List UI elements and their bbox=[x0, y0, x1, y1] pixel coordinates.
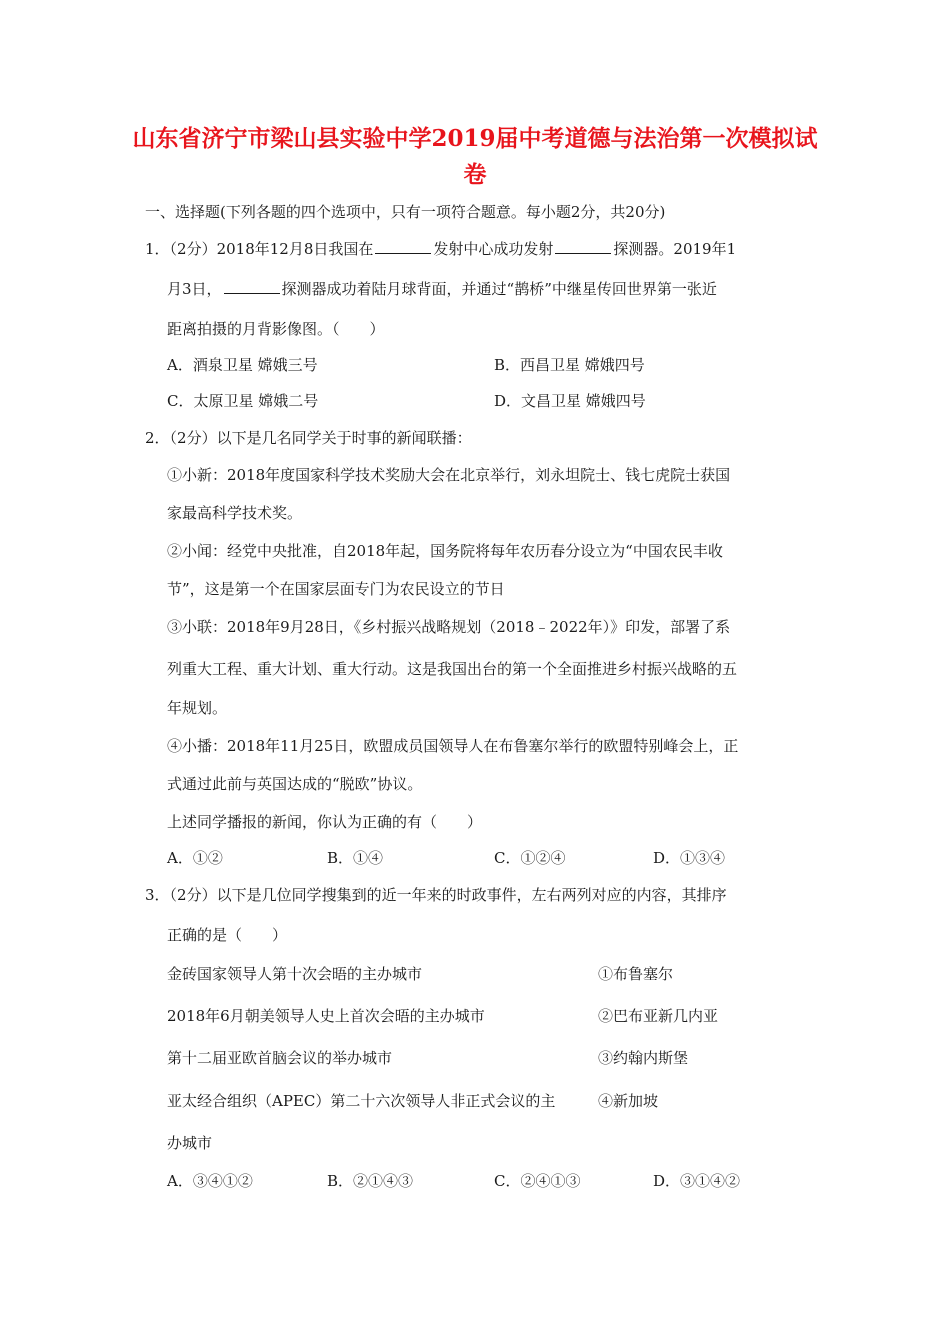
q3-left-item: 金砖国家领导人第十次会晤的主办城市 bbox=[167, 965, 423, 983]
q2-line: ③小联：2018年9月28日，《乡村振兴战略规划（2018﹣2022年）》印发，部署了系 bbox=[167, 618, 731, 636]
q1-text-b: 发射中心成功发射 bbox=[433, 240, 554, 258]
q1-text-d: 月3日， bbox=[167, 280, 222, 298]
q3-right-item: ④新加坡 bbox=[598, 1092, 659, 1110]
q1-text-a: 1．（2分）2018年12月8日我国在 bbox=[145, 240, 374, 258]
q3-stem-line1: 3．（2分）以下是几位同学搜集到的近一年来的时政事件，左右两列对应的内容，其排序 bbox=[145, 886, 727, 904]
q1-text-e: 探测器成功着陆月球背面，并通过“鹊桥”中继星传回世界第一张近 bbox=[281, 280, 717, 298]
q3-right-item: ③约翰内斯堡 bbox=[598, 1049, 689, 1067]
q3-option-a: A．③④①② bbox=[167, 1172, 253, 1190]
q2-line: 年规划。 bbox=[167, 699, 228, 717]
q2-option-c: C．①②④ bbox=[494, 849, 566, 867]
q2-line: 式通过此前与英国达成的“脱欧”协议。 bbox=[167, 775, 423, 793]
q3-option-b: B．②①④③ bbox=[327, 1172, 414, 1190]
q1-option-c: C．太原卫星 嫦娥二号 bbox=[167, 392, 319, 410]
q2-option-a: A．①② bbox=[167, 849, 223, 867]
q1-option-d: D．文昌卫星 嫦娥四号 bbox=[494, 392, 646, 410]
q2-line: 列重大工程、重大计划、重大行动。这是我国出台的第一个全面推进乡村振兴战略的五 bbox=[167, 660, 738, 678]
q2-option-b: B．①④ bbox=[327, 849, 384, 867]
q1-blank-3 bbox=[224, 279, 280, 294]
q3-right-item: ②巴布亚新几内亚 bbox=[598, 1007, 719, 1025]
q1-text-c: 探测器。2019年1 bbox=[613, 240, 737, 258]
q2-stem: 2．（2分）以下是几名同学关于时事的新闻联播： bbox=[145, 429, 472, 447]
q3-left-item: 2018年6月朝美领导人史上首次会晤的主办城市 bbox=[167, 1007, 485, 1025]
q3-left-item: 办城市 bbox=[167, 1134, 213, 1152]
q2-line: ①小新：2018年度国家科学技术奖励大会在北京举行，刘永坦院士、钱七虎院士获国 bbox=[167, 466, 731, 484]
doc-title-line1: 山东省济宁市梁山县实验中学2019届中考道德与法治第一次模拟试 bbox=[132, 125, 818, 152]
q2-option-d: D．①③④ bbox=[653, 849, 726, 867]
q1-option-a: A．酒泉卫星 嫦娥三号 bbox=[167, 356, 318, 374]
q2-line: ④小播：2018年11月25日，欧盟成员国领导人在布鲁塞尔举行的欧盟特别峰会上，正 bbox=[167, 737, 739, 755]
q1-line3: 距离拍摄的月背影像图。（ ） bbox=[167, 320, 385, 338]
section-heading: 一、选择题(下列各题的四个选项中，只有一项符合题意。每小题2分，共20分) bbox=[145, 203, 666, 221]
q3-left-item: 第十二届亚欧首脑会议的举办城市 bbox=[167, 1049, 393, 1067]
q1-blank-1 bbox=[375, 239, 431, 254]
q2-line: 节”，这是第一个在国家层面专门为农民设立的节日 bbox=[167, 580, 505, 598]
q2-line: ②小闻：经党中央批准，自2018年起，国务院将每年农历春分设立为“中国农民丰收 bbox=[167, 542, 723, 560]
q1-line1 bbox=[145, 239, 736, 259]
q3-right-item: ①布鲁塞尔 bbox=[598, 965, 674, 983]
q1-option-b: B．西昌卫星 嫦娥四号 bbox=[494, 356, 645, 374]
q2-line: 家最高科学技术奖。 bbox=[167, 504, 303, 522]
q1-blank-2 bbox=[555, 239, 611, 254]
q3-left-item: 亚太经合组织（APEC）第二十六次领导人非正式会议的主 bbox=[167, 1092, 556, 1110]
q3-stem-line2: 正确的是（ ） bbox=[167, 926, 288, 944]
doc-title-line2: 卷 bbox=[463, 161, 487, 188]
q3-option-d: D．③①④② bbox=[653, 1172, 741, 1190]
q1-line2 bbox=[167, 279, 717, 299]
q3-option-c: C．②④①③ bbox=[494, 1172, 581, 1190]
q2-line: 上述同学播报的新闻，你认为正确的有（ ） bbox=[167, 813, 483, 831]
